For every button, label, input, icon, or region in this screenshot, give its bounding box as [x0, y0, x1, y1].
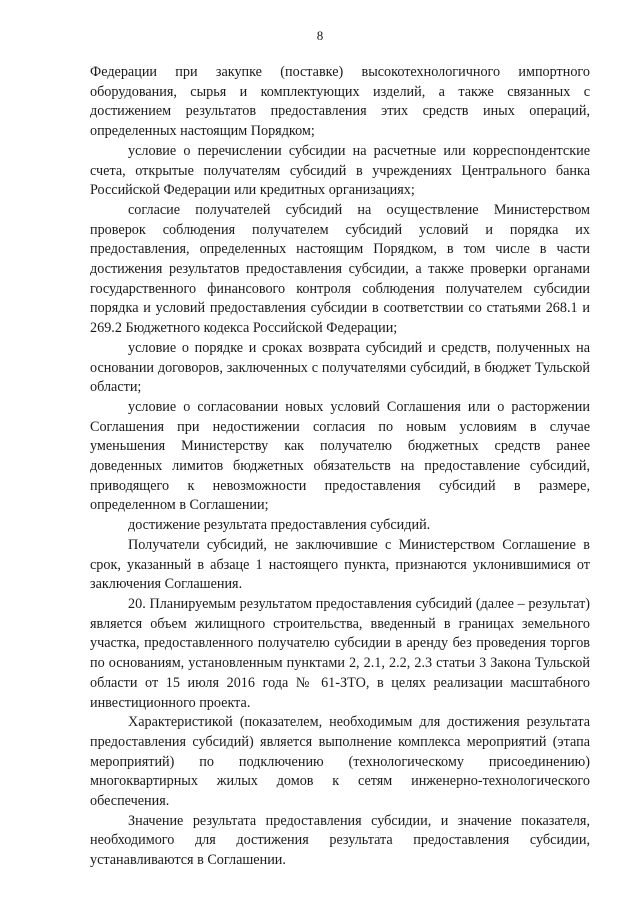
paragraph: согласие получателей субсидий на осуществление Министерством проверок соблюдения получателем субсидий условий и порядка их предоставления, определенных настоящим Порядком, в том числе в части достижения результатов предоставления субсидии, а также проверки органами государственного финансового контроля соблюдения получателем субсидии порядка и условий предоставления субсидии в соответствии со статьями 268.1 и 269.2 Бюджетного кодекса Российской Федерации;: [90, 201, 590, 337]
paragraph: условие о порядке и сроках возврата субсидий и средств, полученных на основании договоров, заключенных с получателями субсидий, в бюджет Тульской области;: [90, 339, 590, 396]
paragraph: условие о согласовании новых условий Соглашения или о расторжении Соглашения при недостижении согласия по новым условиям в случае уменьшения Министерству как получателю бюджетных средств ранее доведенных лимитов бюджетных обязательств на предоставление субсидий, приводящего к невозможности предоставления субсидий в размере, определенном в Соглашении;: [90, 398, 590, 514]
paragraph: Федерации при закупке (поставке) высокотехнологичного импортного оборудования, сырья и комплектующих изделий, а также связанных с достижением результатов предоставления этих средств иных операций, определенных настоящим Порядком;: [90, 64, 590, 140]
paragraph: Характеристикой (показателем, необходимым для достижения результата предоставления субсидий) является выполнение комплекса мероприятий (этапа мероприятий) по подключению (технологическому присоединению) многоквартирных жилых домов к сетям инженерно-технологического обеспечения.: [90, 714, 590, 810]
page-number: 8: [316, 28, 324, 43]
paragraph: Значение результата предоставления субсидии, и значение показателя, необходимого для достижения результата предоставления субсидии, устанавливаются в Соглашении.: [90, 812, 590, 869]
paragraph: Получатели субсидий, не заключившие с Министерством Соглашение в срок, указанный в абзаце 1 настоящего пункта, признаются уклонившимися от заключения Соглашения.: [90, 536, 590, 593]
document-body: [90, 63, 590, 871]
paragraph: условие о перечислении субсидии на расчетные или корреспондентские счета, открытые получателям субсидий в учреждениях Центрального банка Российской Федерации или кредитных организациях;: [90, 142, 590, 199]
paragraph: достижение результата предоставления субсидий.: [128, 517, 431, 534]
paragraph: 20. Планируемым результатом предоставления субсидий (далее – результат) является объем жилищного строительства, введенный в границах земельного участка, предоставленного получателю субсидии в аренду без проведения торгов по основаниям, установленным пунктами 2, 2.1, 2.2, 2.3 статьи 3 Закона Тульской области от 15 июля 2016 года № 61-ЗТО, в целях реализации масштабного инвестиционного проекта.: [90, 595, 590, 711]
